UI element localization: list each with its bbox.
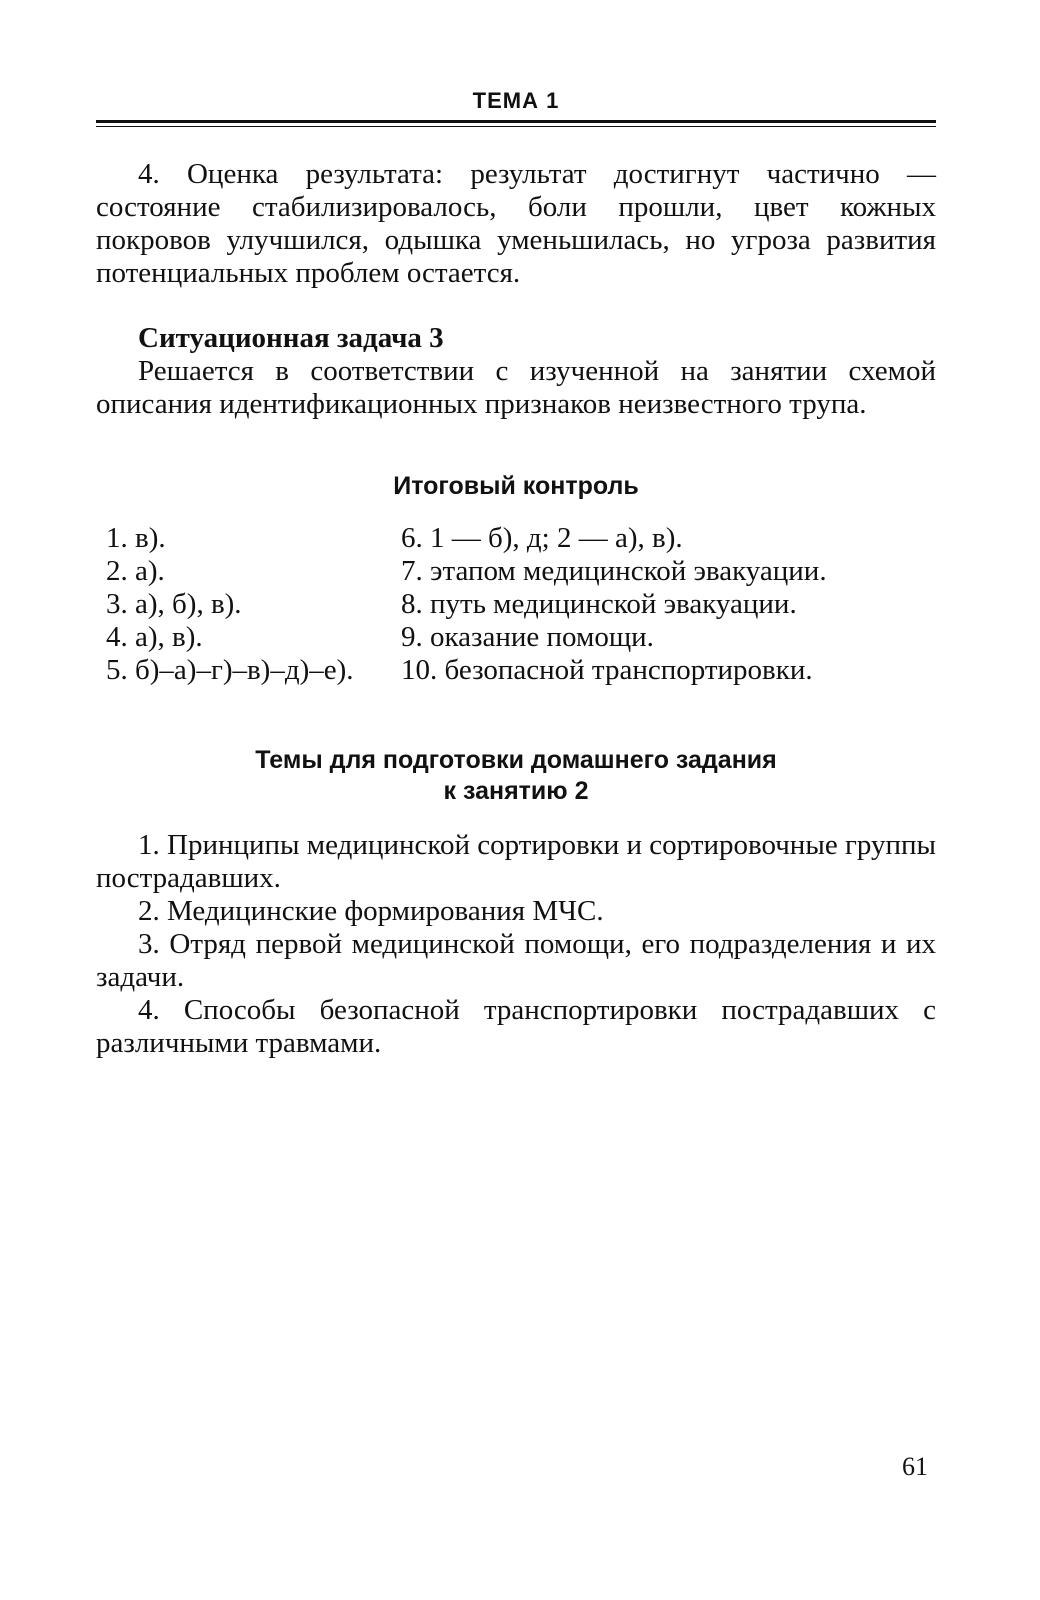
homework-topic: 1. Принципы медицинской сортировки и сортировочные группы пострадавших.	[96, 829, 936, 894]
answer-item: 9. оказание помощи.	[401, 621, 654, 653]
answer-item: 1. в).	[106, 522, 166, 554]
header-rule-thick	[96, 120, 936, 123]
final-control-title: Итоговый контроль	[393, 472, 639, 500]
homework-title-line1: Темы для подготовки домашнего задания	[255, 746, 777, 774]
running-title: ТЕМА 1	[472, 88, 560, 113]
answer-item: 2. а).	[106, 555, 165, 587]
answer-item: 8. путь медицинской эвакуации.	[401, 588, 797, 620]
answer-item: 7. этапом медицинской эвакуации.	[401, 555, 827, 587]
answer-item: 10. безопасной транспортировки.	[401, 654, 813, 686]
page-number: 61	[902, 1452, 928, 1481]
page-content	[96, 158, 936, 1060]
result-assessment-paragraph: 4. Оценка результата: результат достигнут частично — состояние стабилизировалось, боли прошли, цвет кожных покровов улучшился, одышка уменьшилась, но угроза развития потенциальных проблем остается.	[96, 158, 936, 289]
answer-column-right	[401, 522, 936, 687]
homework-title-line2: к занятию 2	[443, 777, 589, 805]
homework-title	[96, 745, 936, 807]
answer-item: 6. 1 — б), д; 2 — а), в).	[401, 522, 683, 554]
situational-task-text: Решается в соответствии с изученной на занятии схемой описания идентификационных признаков неизвестного трупа.	[96, 355, 936, 420]
homework-topics	[96, 829, 936, 1060]
answer-column-left	[96, 522, 401, 687]
answer-key	[96, 522, 936, 687]
answer-item: 4. а), в).	[106, 621, 203, 653]
header-rule-thin	[96, 126, 936, 127]
homework-topic: 4. Способы безопасной транспортировки пострадавших с различными травмами.	[96, 994, 936, 1059]
answer-item: 3. а), б), в).	[106, 588, 242, 620]
homework-topic: 3. Отряд первой медицинской помощи, его подразделения и их задачи.	[96, 928, 936, 993]
homework-topic: 2. Медицинские формирования МЧС.	[138, 895, 604, 927]
answer-item: 5. б)–а)–г)–в)–д)–е).	[106, 654, 354, 686]
situational-task-title: Ситуационная задача 3	[138, 322, 444, 354]
